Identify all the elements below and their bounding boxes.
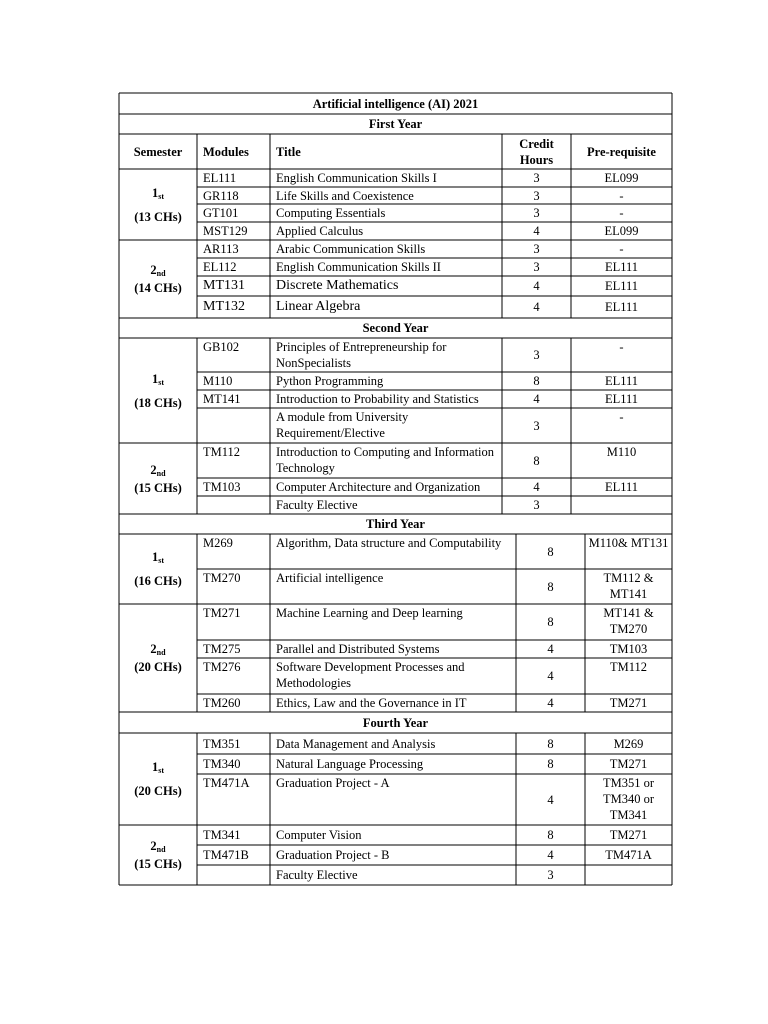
module-title: Linear Algebra: [276, 299, 361, 314]
module-code: TM275: [203, 642, 241, 656]
module-title: Computer Vision: [276, 828, 362, 842]
semester-credit-hours: (20 CHs): [134, 784, 182, 798]
header-semester: Semester: [133, 144, 183, 159]
module-title: Computing Essentials: [276, 206, 386, 220]
semester-label: [119, 338, 197, 443]
module-code: GR118: [203, 188, 239, 203]
semester-label: [119, 169, 197, 240]
module-title: Applied Calculus: [276, 224, 364, 238]
semester-number: $1_{st}$: [151, 371, 165, 387]
module-code: MT132: [203, 299, 245, 314]
module-code: MT141: [203, 392, 241, 406]
prerequisite: EL111: [604, 392, 639, 406]
credit-hours: 4: [547, 696, 554, 710]
module-code: TM471B: [203, 848, 249, 862]
module-title: English Communication Skills I: [276, 171, 437, 185]
prerequisite: -: [619, 242, 624, 256]
module-title: Life Skills and Coexistence: [276, 188, 414, 203]
module-code: MST129: [203, 224, 248, 238]
prerequisite: TM271: [609, 696, 648, 710]
prerequisite: EL111: [604, 374, 639, 388]
credit-hours: 4: [533, 224, 540, 238]
prerequisite: EL111: [604, 300, 639, 314]
module-code: TM471A: [203, 776, 250, 790]
module-title: Graduation Project - A: [276, 776, 390, 790]
module-code: TM112: [203, 445, 241, 459]
prerequisite: TM112 & MT141: [603, 571, 654, 601]
semester-number: $2_{nd}$: [150, 642, 166, 657]
module-code: TM340: [203, 757, 241, 771]
module-code: MT131: [203, 278, 245, 293]
semester-credit-hours: (18 CHs): [134, 395, 182, 410]
module-code: M110: [203, 374, 233, 388]
module-title: Data Management and Analysis: [276, 736, 436, 751]
module-code: [197, 865, 270, 885]
credit-hours: 4: [533, 480, 540, 494]
prerequisite: M110& MT131: [588, 536, 669, 550]
credit-hours: 8: [533, 374, 540, 388]
semester-label: [119, 443, 197, 514]
semester-number: $1_{st}$: [151, 760, 165, 775]
year-heading: Second Year: [362, 321, 429, 335]
semester-credit-hours: (13 CHs): [134, 209, 182, 224]
prerequisite: TM471A: [605, 848, 652, 862]
module-title: Ethics, Law and the Governance in IT: [276, 696, 467, 710]
credit-hours: 3: [533, 498, 540, 512]
module-title: Computer Architecture and Organization: [276, 480, 481, 494]
prerequisite: EL111: [604, 260, 639, 274]
semester-label: [119, 825, 197, 885]
module-code: TM276: [203, 660, 241, 674]
year-heading: Fourth Year: [362, 715, 429, 730]
credit-hours: 8: [547, 828, 554, 842]
prerequisite: [585, 865, 672, 885]
prerequisite: -: [619, 206, 624, 220]
module-code: TM260: [203, 696, 241, 710]
credit-hours: 3: [533, 418, 540, 433]
credit-hours: 3: [533, 171, 540, 185]
credit-hours: 3: [533, 242, 540, 256]
year-heading: Third Year: [366, 517, 425, 531]
credit-hours: 8: [547, 544, 554, 559]
module-title: Principles of Entrepreneurship for NonSpecialists: [276, 340, 447, 370]
module-code: TM351: [203, 736, 241, 751]
prerequisite: EL111: [604, 480, 639, 494]
credit-hours: 4: [533, 279, 540, 293]
credit-hours: 8: [547, 615, 554, 629]
prerequisite: TM351 or TM340 or TM341: [602, 776, 655, 822]
semester-credit-hours: (16 CHs): [134, 574, 182, 588]
semester-label: [119, 240, 197, 318]
module-title: Faculty Elective: [276, 868, 358, 882]
module-title: Machine Learning and Deep learning: [276, 606, 463, 620]
module-code: GT101: [203, 206, 239, 220]
module-code: TM103: [203, 480, 241, 494]
module-code: M269: [203, 536, 233, 550]
credit-hours: 4: [547, 642, 554, 656]
module-code: TM270: [203, 571, 241, 585]
credit-hours: 4: [533, 392, 540, 406]
header-credit-hours: Credit Hours: [519, 136, 554, 167]
credit-hours: 4: [533, 300, 540, 314]
semester-number: $2_{nd}$: [150, 263, 166, 278]
semester-label: [119, 604, 197, 712]
header-title: Title: [276, 144, 301, 159]
prerequisite: TM112: [609, 660, 648, 674]
module-title: Introduction to Probability and Statistics: [276, 392, 479, 406]
semester-number: $1_{st}$: [151, 185, 165, 201]
module-code: EL111: [203, 171, 237, 185]
module-title: Algorithm, Data structure and Computability: [276, 536, 502, 550]
prerequisite: M269: [613, 736, 644, 751]
semester-label: [119, 534, 197, 604]
credit-hours: 3: [533, 188, 540, 203]
prerequisite: MT141 & TM270: [603, 606, 654, 636]
semester-number: $2_{nd}$: [150, 462, 166, 478]
credit-hours: 3: [533, 348, 540, 362]
semester-credit-hours: (15 CHs): [134, 480, 182, 495]
module-code: TM341: [203, 828, 241, 842]
credit-hours: 3: [533, 206, 540, 220]
module-title: Faculty Elective: [276, 498, 358, 512]
module-code: [197, 496, 270, 514]
semester-credit-hours: (14 CHs): [134, 281, 182, 295]
credit-hours: 8: [547, 579, 554, 594]
semester-number: $1_{st}$: [151, 550, 165, 565]
module-title: English Communication Skills II: [276, 260, 441, 274]
module-code: EL112: [203, 260, 237, 274]
prerequisite: EL099: [604, 224, 639, 238]
semester-number: $2_{nd}$: [150, 839, 166, 854]
credit-hours: 8: [547, 736, 554, 751]
prerequisite: -: [619, 340, 624, 354]
module-title: Discrete Mathematics: [276, 278, 399, 293]
prerequisite: TM271: [609, 828, 648, 842]
credit-hours: 4: [547, 792, 554, 807]
module-code: GB102: [203, 340, 240, 354]
semester-credit-hours: (20 CHs): [134, 660, 182, 674]
prerequisite: -: [619, 410, 624, 424]
module-title: Introduction to Computing and Information Technology: [276, 445, 495, 475]
header-prerequisite: Pre-requisite: [587, 144, 656, 159]
prerequisite: -: [619, 188, 624, 203]
credit-hours: 8: [533, 453, 540, 468]
prerequisite: TM271: [609, 757, 648, 771]
prerequisite: EL111: [604, 279, 639, 293]
credit-hours: 4: [547, 669, 554, 683]
semester-label: [119, 733, 197, 825]
module-title: Arabic Communication Skills: [276, 242, 426, 256]
module-title: Graduation Project - B: [276, 848, 390, 862]
credit-hours: 3: [533, 260, 540, 274]
semester-credit-hours: (15 CHs): [134, 857, 182, 871]
prerequisite: TM103: [609, 642, 648, 656]
table-title: Artificial intelligence (AI) 2021: [312, 96, 479, 111]
module-title: Parallel and Distributed Systems: [276, 642, 440, 656]
prerequisite: EL099: [604, 171, 639, 185]
module-title: Software Development Processes and Methodologies: [276, 660, 465, 690]
module-title: Artificial intelligence: [276, 571, 384, 585]
module-code: [197, 408, 270, 443]
prerequisite: [571, 496, 672, 514]
module-title: Natural Language Processing: [276, 757, 424, 771]
credit-hours: 8: [547, 757, 554, 771]
module-title: Python Programming: [276, 374, 384, 388]
credit-hours: 3: [547, 868, 554, 882]
credit-hours: 4: [547, 848, 554, 862]
module-code: AR113: [203, 242, 239, 256]
year-heading: First Year: [368, 117, 423, 131]
module-title: A module from University Requirement/Elective: [276, 410, 409, 440]
header-modules: Modules: [203, 144, 249, 159]
module-code: TM271: [203, 606, 241, 620]
prerequisite: M110: [606, 445, 637, 459]
